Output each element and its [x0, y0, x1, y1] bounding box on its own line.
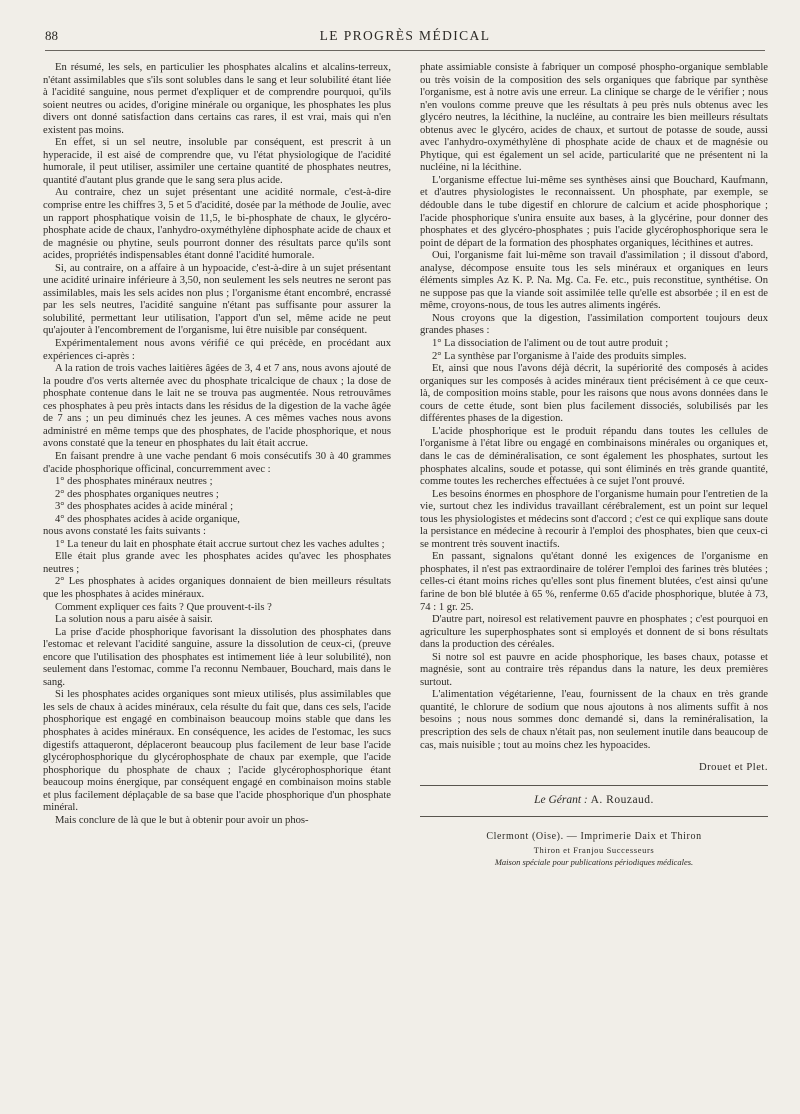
paragraph: 1° La teneur du lait en phosphate était accrue surtout chez les vaches adultes ;: [55, 538, 385, 550]
divider: [420, 816, 768, 817]
page-number: 88: [45, 28, 58, 43]
running-title: LE PROGRÈS MÉDICAL: [319, 28, 491, 43]
right-column: [420, 62, 768, 1104]
paragraph: Au contraire, chez un sujet présentant une acidité normale, c'est-à-dire comprise entre les chiffres 3, 5 et 5 d'acidité, dosée par la méthode de Joulie, avec un rapport phosphatique voisin de 11,5, le bi-phosphate de chaux, le glycéro-phosphate acide de chaux, l'anhydro-oxyméthylène diphosphate acide de chaux et de magnésie ou phytine, seuls pourront donner des résultats parce qu'ils sont acides, propriétés indispensables étant donné l'acidité humorale.: [43, 187, 391, 262]
list-item: 2° des phosphates organiques neutres ;: [55, 488, 219, 500]
paragraph: L'organisme effectue lui-même ses synthèses ainsi que Bouchard, Kaufmann, et d'autres physiologistes le reconnaissent. Un phosphate, par exemple, se dédouble dans le tube digestif en chlorure de calcium et acide phosphorique ; l'acide phosphorique s'unira ensuite aux bases, à la glycérine, pour donner des phosphates et des glycéro-phosphates ; puis l'acide glycérophosphorique sera le point de départ de la formation des phosphates organiques, lécithines et autres.: [420, 174, 768, 249]
paragraph: L'alimentation végétarienne, l'eau, fournissent de la chaux en très grande quantité, le chlorure de sodium que nous ajoutons à nos aliments suffit à nos besoins ; nous nous sommes donc demandé si, dans la reminéralisation, la prescription des sels de chaux n'était pas, non seulement inutile dans beaucoup de cas, mais nuisible ; tout au moins chez les hypoacides.: [420, 689, 768, 751]
paragraph: En passant, signalons qu'étant donné les exigences de l'organisme en phosphates, il n'est pas extraordinaire de tolérer l'emploi des farines très blutées ; celles-ci étant moins riches qu'elles sont plus finement blutées, c'est ainsi qu'une farine de bon blé blutée à 65 %, renferme 0.65 d'acide phosphorique, blutée à 73, 74 : 1 gr. 25.: [420, 551, 768, 613]
paragraph: Elle était plus grande avec les phosphates acides qu'avec les phosphates neutres ;: [43, 551, 391, 575]
imprint-specialty: Maison spéciale pour publications périodiques médicales.: [494, 857, 694, 868]
paragraph: Les besoins énormes en phosphore de l'organisme humain pour l'entretien de la vie, surtout chez les individus travaillant cérébralement, est un point sur lequel tous les physiologistes et médecins sont d'accord ; c'est ce qui explique sans doute la persistance en médecine à recourir à l'emploi des phosphates, bien que ceux-ci se montrent très souvent inactifs.: [420, 488, 768, 550]
paragraph: Expérimentalement nous avons vérifié ce qui précède, en procédant aux expériences ci-après :: [43, 338, 391, 362]
paragraph: Et, ainsi que nous l'avons déjà décrit, la supériorité des composés à acides organiques sur les composés à acides minéraux tient précisément à ce que ceux-là, de composition moins stable, pour les raisons que nous avons données dans le cours de cette étude, sont bien plus facilement dissociés, solubilisés par les différentes phases de la digestion.: [420, 363, 768, 425]
gerant-line: [420, 794, 768, 807]
paragraph: 1° La dissociation de l'aliment ou de tout autre produit ;: [432, 338, 669, 350]
paragraph: Si notre sol est pauvre en acide phosphorique, les bases chaux, potasse et magnésie, sont au contraire très répandus dans la nature, les deux premières surtout.: [420, 651, 768, 688]
author-signature: Drouet et Plet.: [699, 762, 768, 774]
paragraph: A la ration de trois vaches laitières âgées de 3, 4 et 7 ans, nous avons ajouté de la poudre d'os verts alternée avec du phosphate tricalcique de chaux ; la dose de phosphate contenue dans le lait ne se trouva pas augmentée. Nous retrouvâmes ces phosphates à peu près intacts dans les résidus de la digestion de la vache âgée de 7 ans ; un peu diminués chez les jeunes. A ces mêmes vaches nous avons administré en même temps que des phosphates, de l'acide phosphorique, et nous avons constaté que la teneur en phosphates du lait était accrue.: [43, 363, 391, 450]
page-header: [45, 28, 765, 51]
gerant-name: A. Rouzaud.: [590, 793, 654, 806]
paragraph: La prise d'acide phosphorique favorisant la dissolution des phosphates dans l'estomac et relevant l'acidité sanguine, assure la dissolution de ceux-ci, (preuve encore que l'utilisation des phosphates est intimement liée à leur solubilité), non seulement dans l'estomac, comme l'a reconnu Nembauer, Bouchard, mais dans le sang.: [43, 626, 391, 688]
paragraph: 2° La synthèse par l'organisme à l'aide des produits simples.: [432, 350, 687, 362]
paragraph: D'autre part, noiresol est relativement pauvre en phosphates ; c'est pourquoi en agriculture les superphosphates sont si employés et donnent de si bons résultats dans la production des céréales.: [420, 614, 768, 651]
gerant-label: Le Gérant :: [534, 793, 588, 806]
paragraph: En effet, si un sel neutre, insoluble par conséquent, est prescrit à un hyperacide, il est aisé de comprendre que, vu l'état physiologique de l'acidité humorale, il peut utiliser, assimiler une certaine quantité de phosphates neutres, quantité d'autant plus grande que le sang sera plus acide.: [43, 137, 391, 186]
paragraph: nous avons constaté les faits suivants :: [43, 526, 207, 538]
paragraph: En résumé, les sels, en particulier les phosphates alcalins et alcalins-terreux, n'étant assimilables que s'ils sont solubles dans le sang et leur solubilité étant liée à l'acidité sanguine, nous permet d'expliquer et de comprendre pourquoi, qu'ils soient neutres ou acides, d'origine minérale ou organique, les phosphates les plus divers ont donné satisfaction dans certains cas rares, il est vrai, mais qui n'en existent pas moins.: [43, 62, 391, 136]
paragraph: Si, au contraire, on a affaire à un hypoacide, c'est-à-dire à un sujet présentant une acidité urinaire inférieure à 3,50, non seulement les sels neutres ne seront pas assimilables, mais les sels acides non plus ; l'organisme étant encombré, encrassé par les sels neutres, l'acidité sanguine n'étant pas suffisante pour assurer la solubilité, permettant leur utilisation, l'apport d'un sel, même acide ne peut qu'ajouter à l'encombrement de l'organisme, lui être nuisible par conséquent.: [43, 262, 391, 337]
list-item: 1° des phosphates minéraux neutres ;: [55, 476, 213, 488]
paragraph: La solution nous a paru aisée à saisir.: [55, 614, 213, 626]
paragraph: L'acide phosphorique est le produit répandu dans toutes les cellules de l'organisme à l'état libre ou engagé en combinaisons minérales ou organiques et, dans le cas de déminéralisation, ce sont également les phosphates, surtout les phosphates alcalins, soude et potasse, qui sont éliminés en très grande quantité, comme toutes les recherches effectuées à ce sujet l'ont prouvé.: [420, 425, 768, 488]
imprint-printer: Clermont (Oise). — Imprimerie Daix et Thiron: [486, 831, 702, 843]
paragraph: 2° Les phosphates à acides organiques donnaient de bien meilleurs résultats que les phosphates à acides minéraux.: [43, 576, 391, 600]
paragraph: Si les phosphates acides organiques sont mieux utilisés, plus assimilables que les sels de chaux à acides minéraux, cela résulte du fait que, dans ces sels, l'acide phosphorique est engagé en combinaison beaucoup moins stable que dans les phosphates à acides minéraux. En conséquence, les acides de l'estomac, les sucs digestifs attaqueront, déplaceront beaucoup plus facilement de leur base l'acide glycérophosphorique du glycérophosphate de chaux par exemple, que l'acide phosphorique du phosphate de chaux ; l'acide glycérophosphorique étant beaucoup moins énergique, par conséquent engagé en combinaison moins stable et plus facilement déplaçable de sa base que l'acide phosphorique d'un phosphate minéral.: [43, 689, 391, 814]
left-column: [43, 62, 391, 1104]
paragraph: Nous croyons que la digestion, l'assimilation comportent toujours deux grandes phases :: [420, 312, 768, 337]
paragraph: Mais conclure de là que le but à obtenir pour avoir un phos-: [55, 814, 309, 826]
paragraph: phate assimiable consiste à fabriquer un composé phospho-organique semblable ou très voisin de la composition des sels organiques que fabrique par synthèse l'organisme, est à notre avis une erreur. La clinique se charge de le vérifier ; nous n'en voulons comme preuve que les résultats à peu près nuls obtenus avec les glycéro neutres, la lécithine, la nucléine, au contraire les bien meilleurs résultats obtenus avec le glycéro, acides de chaux, et surtout de potasse de soude, aussi avec l'anhydro-oxyméthylène di phosphate acide de chaux et de magnésie ou Phytique, qui est également un sel acide, particularité que ne présentent ni la nucléine, ni la lécithine.: [420, 62, 768, 174]
imprint-successors: Thiron et Franjou Successeurs: [533, 844, 655, 855]
paragraph: En faisant prendre à une vache pendant 6 mois consécutifs 30 à 40 grammes d'acide phosphorique officinal, concurremment avec :: [43, 450, 391, 475]
list-item: 3° des phosphates acides à acide minéral ;: [55, 501, 234, 513]
printer-imprint: [420, 831, 768, 869]
divider: [420, 785, 768, 786]
paragraph: Comment expliquer ces faits ? Que prouvent-t-ils ?: [55, 601, 272, 613]
paragraph: Oui, l'organisme fait lui-même son travail d'assimilation ; il dissout d'abord, analyse, décompose ensuite tous les sels minéraux et organiques en leurs éléments simples Az K. P. Na. Mg. Ca. Fe. etc., puis reconstitue, synthétise. On ne suppose pas que la viande soit assimilée telle qu'elle est absorbée ; il en est de même, croyons-nous, de tous les autres aliments ingérés.: [420, 250, 768, 312]
list-item: 4° des phosphates acides à acide organique,: [55, 513, 240, 525]
